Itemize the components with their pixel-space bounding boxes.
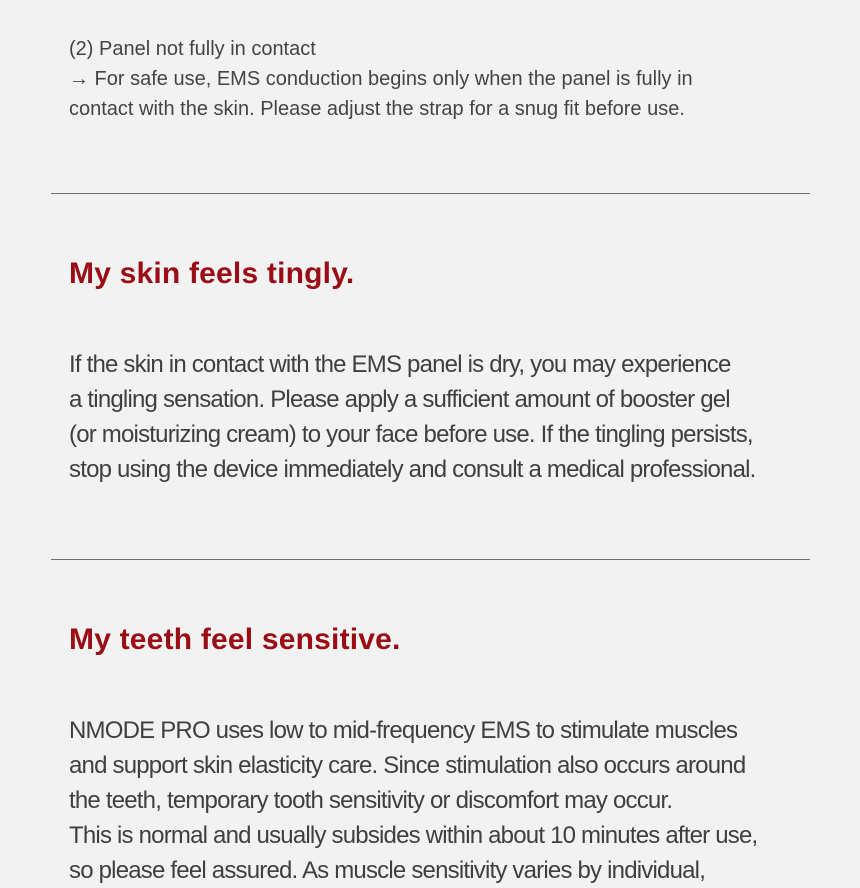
section-divider <box>51 559 810 560</box>
teeth-sensitive-line-4: This is normal and usually subsides within about 10 minutes after use, <box>69 822 758 849</box>
skin-tingly-line-2: a tingling sensation. Please apply a sufficient amount of booster gel <box>69 386 730 413</box>
teeth-sensitive-line-3: the teeth, temporary tooth sensitivity or discomfort may occur. <box>69 787 673 814</box>
skin-tingly-line-1: If the skin in contact with the EMS panel is dry, you may experience <box>69 351 731 378</box>
intro-line-2: contact with the skin. Please adjust the strap for a snug fit before use. <box>69 98 685 120</box>
skin-tingly-line-3: (or moisturizing cream) to your face before use. If the tingling persists, <box>69 421 753 448</box>
intro-line-1: → For safe use, EMS conduction begins only when the panel is fully in <box>69 68 693 90</box>
skin-tingly-line-4: stop using the device immediately and consult a medical professional. <box>69 456 756 483</box>
intro-note <box>69 34 809 124</box>
teeth-sensitive-body <box>69 713 829 888</box>
teeth-sensitive-line-1: NMODE PRO uses low to mid-frequency EMS to stimulate muscles <box>69 717 738 744</box>
teeth-sensitive-line-5: so please feel assured. As muscle sensitivity varies by individual, <box>69 857 706 884</box>
teeth-sensitive-line-2: and support skin elasticity care. Since stimulation also occurs around <box>69 752 746 779</box>
teeth-sensitive-heading: My teeth feel sensitive. <box>69 623 401 656</box>
intro-title: (2) Panel not fully in contact <box>69 38 316 60</box>
skin-tingly-body <box>69 347 829 487</box>
section-divider <box>51 193 810 194</box>
skin-tingly-heading: My skin feels tingly. <box>69 257 355 290</box>
